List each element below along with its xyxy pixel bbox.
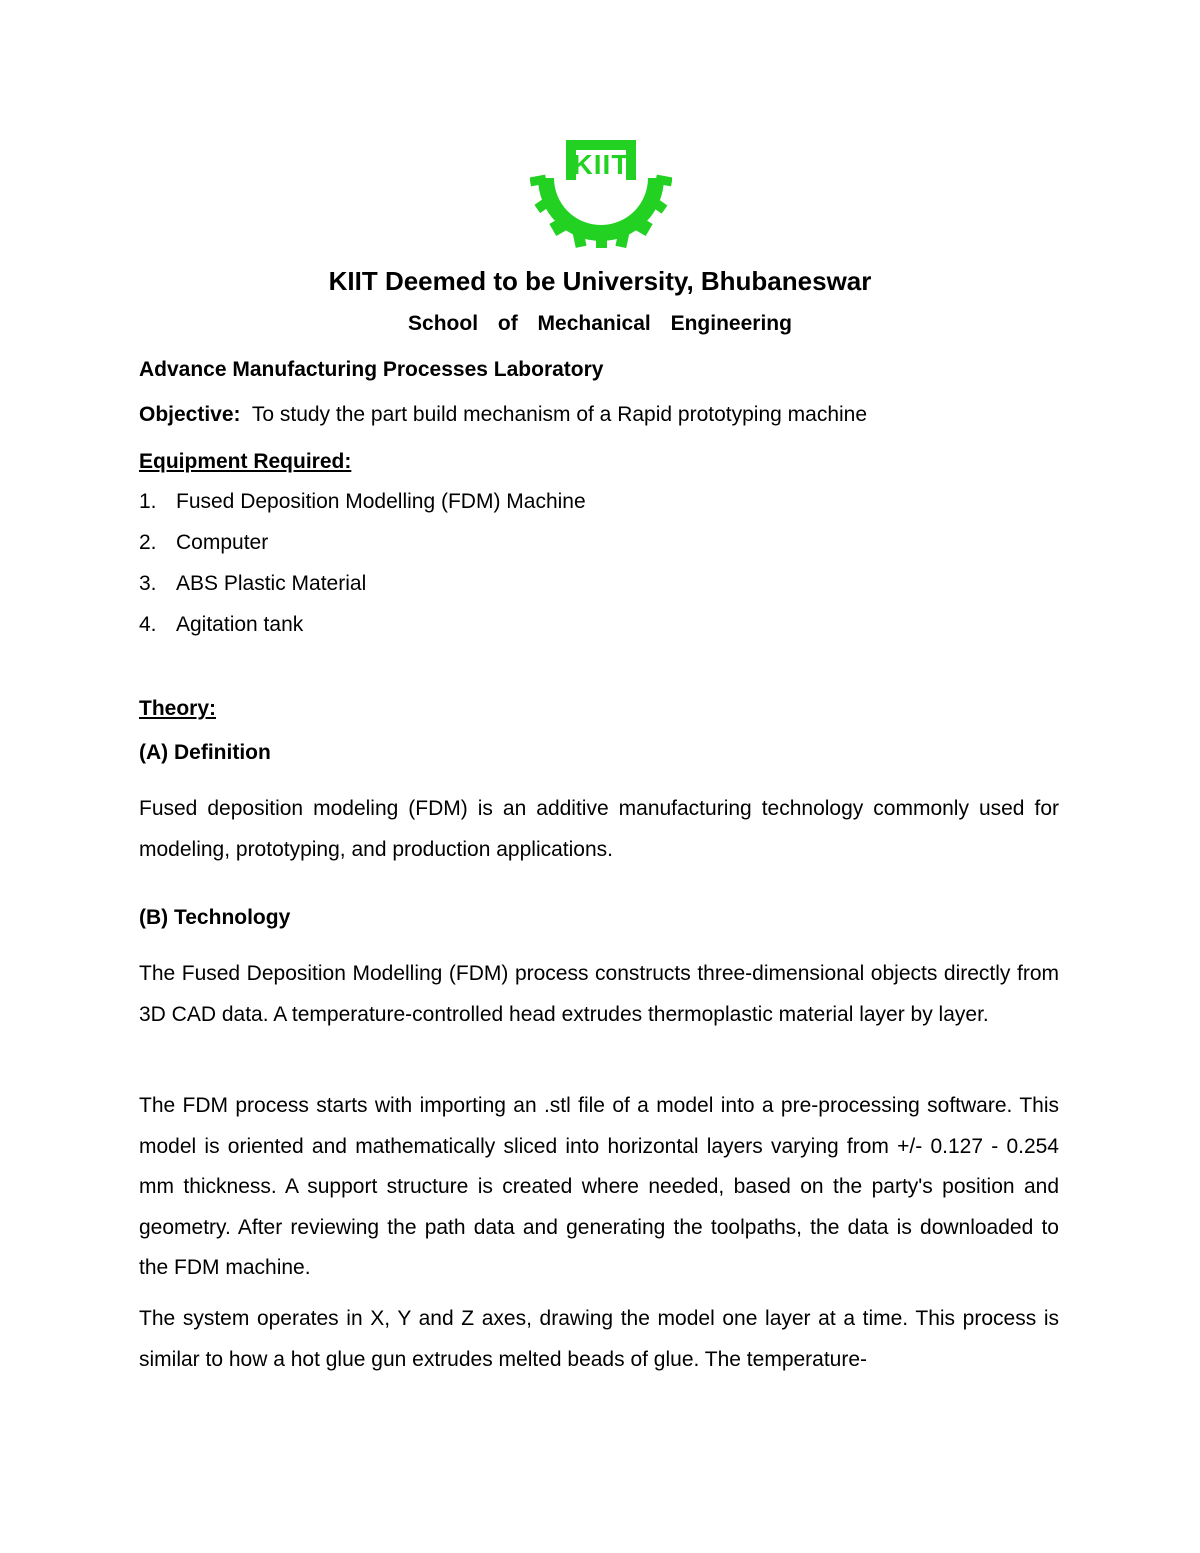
list-item — [139, 531, 586, 572]
list-item-number: 2. — [139, 531, 157, 554]
university-title: KIIT Deemed to be University, Bhubaneswar — [328, 266, 872, 296]
list-item — [139, 613, 586, 654]
school-name: School of Mechanical Engineering — [408, 312, 792, 335]
equipment-list — [139, 490, 586, 654]
list-item-label: ABS Plastic Material — [176, 572, 367, 595]
technology-paragraph-2: The FDM process starts with importing an .stl file of a model into a pre-processing software. This model is oriented and mathematically sliced into horizontal layers varying from +/- 0.127 - 0.254 mm thickness. A support structure is created where needed, based on the party's position and geometry. After reviewing the path data and generating the toolpaths, the data is downloaded to the FDM machine. — [139, 1094, 1059, 1279]
technology-paragraph-3: The system operates in X, Y and Z axes, drawing the model one layer at a time. This process is similar to how a hot glue gun extrudes melted beads of glue. The temperature- — [139, 1307, 1059, 1371]
technology-heading: (B) Technology — [139, 906, 291, 929]
list-item-label: Fused Deposition Modelling (FDM) Machine — [176, 490, 586, 513]
lab-title: Advance Manufacturing Processes Laboratory — [139, 358, 604, 381]
definition-heading: (A) Definition — [139, 741, 271, 764]
list-item-label: Agitation tank — [176, 613, 304, 636]
kiit-logo — [530, 136, 672, 248]
objective-label: Objective: — [139, 403, 241, 426]
technology-paragraph-1: The Fused Deposition Modelling (FDM) process constructs three-dimensional objects directly from 3D CAD data. A temperature-controlled head extrudes thermoplastic material layer by layer. — [139, 962, 1059, 1026]
list-item-label: Computer — [176, 531, 269, 554]
list-item — [139, 490, 586, 531]
equipment-heading: Equipment Required: — [139, 450, 352, 473]
objective-text: To study the part build mechanism of a Rapid prototyping machine — [251, 403, 868, 426]
definition-paragraph: Fused deposition modeling (FDM) is an additive manufacturing technology commonly used for modeling, prototyping, and production applications. — [139, 797, 1059, 861]
list-item-number: 4. — [139, 613, 157, 636]
list-item-number: 1. — [139, 490, 157, 513]
list-item — [139, 572, 586, 613]
theory-heading: Theory: — [139, 697, 217, 720]
objective-line — [139, 403, 867, 427]
kiit-logo-text: KIIT — [572, 149, 630, 180]
list-item-number: 3. — [139, 572, 157, 595]
